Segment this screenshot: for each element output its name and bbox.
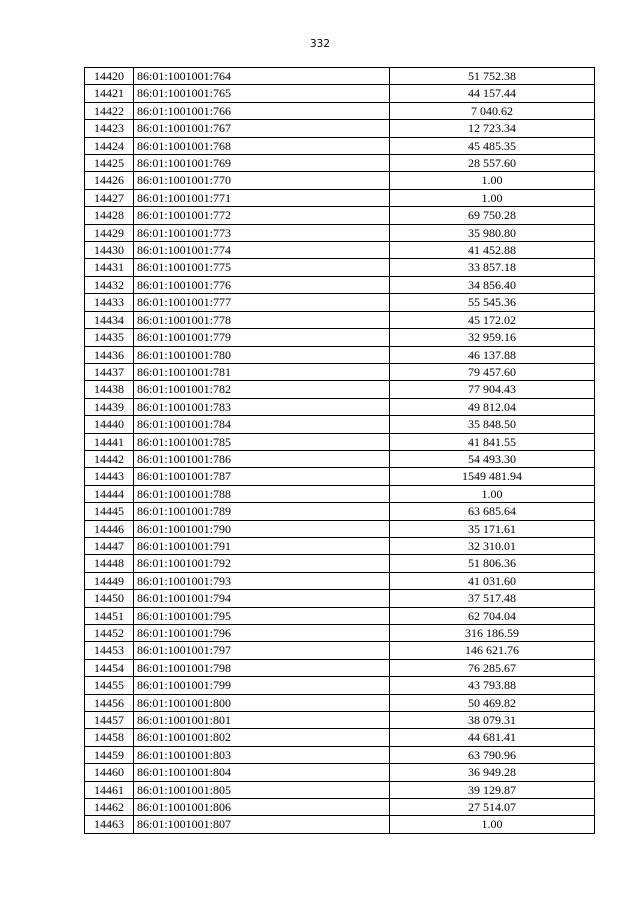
value-cell: 62 704.04: [390, 607, 595, 624]
row-number-cell: 14452: [85, 625, 134, 642]
table-row: [85, 398, 595, 415]
row-number-cell: 14442: [85, 450, 134, 467]
value-cell: 35 848.50: [390, 416, 595, 433]
table-row: [85, 224, 595, 241]
value-cell: 69 750.28: [390, 207, 595, 224]
value-cell: 41 031.60: [390, 572, 595, 589]
cadastral-number-cell: 86:01:1001001:777: [134, 294, 390, 311]
value-cell: 45 485.35: [390, 137, 595, 154]
row-number-cell: 14458: [85, 729, 134, 746]
cadastral-number-cell: 86:01:1001001:803: [134, 746, 390, 763]
value-cell: 37 517.48: [390, 590, 595, 607]
table-row: [85, 276, 595, 293]
table-row: [85, 172, 595, 189]
value-cell: 33 857.18: [390, 259, 595, 276]
row-number-cell: 14436: [85, 346, 134, 363]
cadastral-number-cell: 86:01:1001001:795: [134, 607, 390, 624]
value-cell: 316 186.59: [390, 625, 595, 642]
cadastral-number-cell: 86:01:1001001:766: [134, 102, 390, 119]
value-cell: 27 514.07: [390, 799, 595, 816]
value-cell: 45 172.02: [390, 311, 595, 328]
cadastral-number-cell: 86:01:1001001:773: [134, 224, 390, 241]
value-cell: 50 469.82: [390, 694, 595, 711]
table-row: [85, 694, 595, 711]
row-number-cell: 14444: [85, 485, 134, 502]
table-row: [85, 712, 595, 729]
table-body: [85, 68, 595, 834]
row-number-cell: 14438: [85, 381, 134, 398]
cadastral-number-cell: 86:01:1001001:782: [134, 381, 390, 398]
table-row: [85, 155, 595, 172]
value-cell: 1.00: [390, 172, 595, 189]
cadastral-number-cell: 86:01:1001001:792: [134, 555, 390, 572]
row-number-cell: 14422: [85, 102, 134, 119]
table-row: [85, 68, 595, 85]
row-number-cell: 14425: [85, 155, 134, 172]
table-row: [85, 329, 595, 346]
cadastral-number-cell: 86:01:1001001:790: [134, 520, 390, 537]
cadastral-number-cell: 86:01:1001001:780: [134, 346, 390, 363]
cadastral-number-cell: 86:01:1001001:778: [134, 311, 390, 328]
row-number-cell: 14439: [85, 398, 134, 415]
row-number-cell: 14457: [85, 712, 134, 729]
value-cell: 51 752.38: [390, 68, 595, 85]
value-cell: 79 457.60: [390, 363, 595, 380]
cadastral-number-cell: 86:01:1001001:802: [134, 729, 390, 746]
cadastral-number-cell: 86:01:1001001:765: [134, 85, 390, 102]
table-row: [85, 381, 595, 398]
data-table: [84, 67, 595, 834]
row-number-cell: 14423: [85, 120, 134, 137]
value-cell: 41 452.88: [390, 242, 595, 259]
table-row: [85, 590, 595, 607]
row-number-cell: 14455: [85, 677, 134, 694]
table-row: [85, 450, 595, 467]
row-number-cell: 14420: [85, 68, 134, 85]
row-number-cell: 14454: [85, 659, 134, 676]
value-cell: 44 681.41: [390, 729, 595, 746]
value-cell: 1.00: [390, 485, 595, 502]
value-cell: 43 793.88: [390, 677, 595, 694]
table-row: [85, 311, 595, 328]
cadastral-number-cell: 86:01:1001001:793: [134, 572, 390, 589]
value-cell: 76 285.67: [390, 659, 595, 676]
cadastral-number-cell: 86:01:1001001:768: [134, 137, 390, 154]
row-number-cell: 14463: [85, 816, 134, 833]
row-number-cell: 14440: [85, 416, 134, 433]
row-number-cell: 14447: [85, 537, 134, 554]
table-row: [85, 520, 595, 537]
row-number-cell: 14462: [85, 799, 134, 816]
value-cell: 38 079.31: [390, 712, 595, 729]
cadastral-number-cell: 86:01:1001001:806: [134, 799, 390, 816]
row-number-cell: 14427: [85, 189, 134, 206]
table-row: [85, 120, 595, 137]
cadastral-number-cell: 86:01:1001001:800: [134, 694, 390, 711]
cadastral-number-cell: 86:01:1001001:785: [134, 433, 390, 450]
value-cell: 32 959.16: [390, 329, 595, 346]
value-cell: 41 841.55: [390, 433, 595, 450]
row-number-cell: 14456: [85, 694, 134, 711]
table-row: [85, 781, 595, 798]
row-number-cell: 14428: [85, 207, 134, 224]
value-cell: 1.00: [390, 189, 595, 206]
row-number-cell: 14435: [85, 329, 134, 346]
cadastral-number-cell: 86:01:1001001:767: [134, 120, 390, 137]
table-row: [85, 677, 595, 694]
row-number-cell: 14421: [85, 85, 134, 102]
value-cell: 49 812.04: [390, 398, 595, 415]
value-cell: 12 723.34: [390, 120, 595, 137]
value-cell: 51 806.36: [390, 555, 595, 572]
row-number-cell: 14448: [85, 555, 134, 572]
cadastral-number-cell: 86:01:1001001:769: [134, 155, 390, 172]
row-number-cell: 14459: [85, 746, 134, 763]
table-row: [85, 746, 595, 763]
row-number-cell: 14432: [85, 276, 134, 293]
table-row: [85, 468, 595, 485]
table-row: [85, 189, 595, 206]
cadastral-number-cell: 86:01:1001001:770: [134, 172, 390, 189]
value-cell: 32 310.01: [390, 537, 595, 554]
row-number-cell: 14437: [85, 363, 134, 380]
cadastral-number-cell: 86:01:1001001:796: [134, 625, 390, 642]
cadastral-number-cell: 86:01:1001001:772: [134, 207, 390, 224]
value-cell: 1549 481.94: [390, 468, 595, 485]
cadastral-number-cell: 86:01:1001001:797: [134, 642, 390, 659]
value-cell: 77 904.43: [390, 381, 595, 398]
table-row: [85, 294, 595, 311]
row-number-cell: 14451: [85, 607, 134, 624]
value-cell: 35 171.61: [390, 520, 595, 537]
cadastral-number-cell: 86:01:1001001:804: [134, 764, 390, 781]
cadastral-number-cell: 86:01:1001001:798: [134, 659, 390, 676]
cadastral-number-cell: 86:01:1001001:805: [134, 781, 390, 798]
cadastral-number-cell: 86:01:1001001:781: [134, 363, 390, 380]
cadastral-number-cell: 86:01:1001001:783: [134, 398, 390, 415]
value-cell: 7 040.62: [390, 102, 595, 119]
table-row: [85, 485, 595, 502]
row-number-cell: 14426: [85, 172, 134, 189]
row-number-cell: 14443: [85, 468, 134, 485]
row-number-cell: 14445: [85, 503, 134, 520]
row-number-cell: 14449: [85, 572, 134, 589]
cadastral-number-cell: 86:01:1001001:774: [134, 242, 390, 259]
value-cell: 63 685.64: [390, 503, 595, 520]
table-row: [85, 137, 595, 154]
value-cell: 46 137.88: [390, 346, 595, 363]
row-number-cell: 14450: [85, 590, 134, 607]
table-row: [85, 607, 595, 624]
row-number-cell: 14434: [85, 311, 134, 328]
table-row: [85, 642, 595, 659]
cadastral-number-cell: 86:01:1001001:771: [134, 189, 390, 206]
row-number-cell: 14461: [85, 781, 134, 798]
value-cell: 1.00: [390, 816, 595, 833]
value-cell: 35 980.80: [390, 224, 595, 241]
value-cell: 55 545.36: [390, 294, 595, 311]
value-cell: 39 129.87: [390, 781, 595, 798]
table-row: [85, 555, 595, 572]
row-number-cell: 14431: [85, 259, 134, 276]
table-row: [85, 207, 595, 224]
table-row: [85, 242, 595, 259]
cadastral-number-cell: 86:01:1001001:789: [134, 503, 390, 520]
table-row: [85, 816, 595, 833]
cadastral-number-cell: 86:01:1001001:786: [134, 450, 390, 467]
value-cell: 54 493.30: [390, 450, 595, 467]
value-cell: 28 557.60: [390, 155, 595, 172]
table-row: [85, 537, 595, 554]
table-row: [85, 572, 595, 589]
table-row: [85, 346, 595, 363]
table-row: [85, 503, 595, 520]
table-row: [85, 799, 595, 816]
value-cell: 63 790.96: [390, 746, 595, 763]
table-row: [85, 416, 595, 433]
row-number-cell: 14429: [85, 224, 134, 241]
cadastral-number-cell: 86:01:1001001:779: [134, 329, 390, 346]
cadastral-number-cell: 86:01:1001001:794: [134, 590, 390, 607]
table-row: [85, 764, 595, 781]
cadastral-number-cell: 86:01:1001001:784: [134, 416, 390, 433]
cadastral-number-cell: 86:01:1001001:764: [134, 68, 390, 85]
cadastral-number-cell: 86:01:1001001:776: [134, 276, 390, 293]
table-row: [85, 363, 595, 380]
value-cell: 36 949.28: [390, 764, 595, 781]
row-number-cell: 14430: [85, 242, 134, 259]
value-cell: 34 856.40: [390, 276, 595, 293]
row-number-cell: 14453: [85, 642, 134, 659]
row-number-cell: 14441: [85, 433, 134, 450]
table-row: [85, 85, 595, 102]
cadastral-number-cell: 86:01:1001001:807: [134, 816, 390, 833]
cadastral-number-cell: 86:01:1001001:799: [134, 677, 390, 694]
page-number: 332: [309, 38, 331, 50]
value-cell: 44 157.44: [390, 85, 595, 102]
cadastral-number-cell: 86:01:1001001:791: [134, 537, 390, 554]
cadastral-number-cell: 86:01:1001001:801: [134, 712, 390, 729]
cadastral-number-cell: 86:01:1001001:787: [134, 468, 390, 485]
row-number-cell: 14460: [85, 764, 134, 781]
table-row: [85, 625, 595, 642]
table-row: [85, 433, 595, 450]
row-number-cell: 14433: [85, 294, 134, 311]
table-row: [85, 259, 595, 276]
cadastral-number-cell: 86:01:1001001:775: [134, 259, 390, 276]
row-number-cell: 14446: [85, 520, 134, 537]
row-number-cell: 14424: [85, 137, 134, 154]
cadastral-number-cell: 86:01:1001001:788: [134, 485, 390, 502]
table-row: [85, 659, 595, 676]
table-row: [85, 729, 595, 746]
table-row: [85, 102, 595, 119]
value-cell: 146 621.76: [390, 642, 595, 659]
